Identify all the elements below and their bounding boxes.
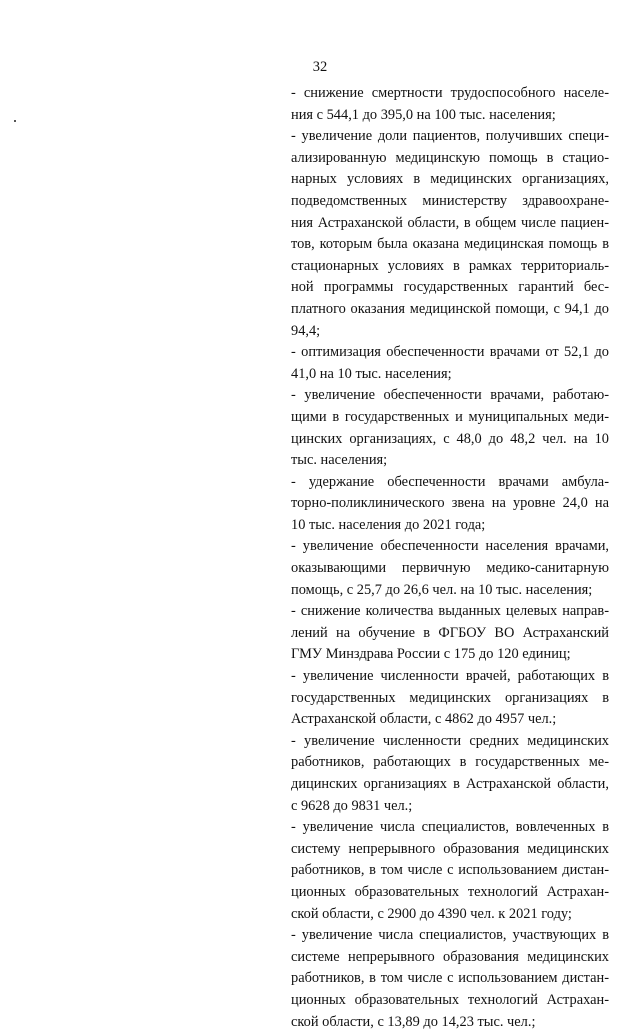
text-line: - удержание обеспеченности врачами амбула- xyxy=(291,473,609,490)
text-line: подведомственных министерству здравоохране- xyxy=(291,192,609,209)
text-line: ния Астраханской области, в общем числе пациен- xyxy=(291,214,609,231)
text-line: ния с 544,1 до 395,0 на 100 тыс. населения; xyxy=(291,106,556,123)
text-line: ской области, с 2900 до 4390 чел. к 2021 году; xyxy=(291,905,572,922)
text-line: цинских организациях, с 48,0 до 48,2 чел. на 10 xyxy=(291,430,609,447)
text-line: щими в государственных и муниципальных меди- xyxy=(291,408,609,425)
text-line: оказывающими первичную медико-санитарную xyxy=(291,560,609,577)
text-line: - увеличение численности средних медицинских xyxy=(291,732,609,749)
text-line: работников, работающих в государственных ме- xyxy=(291,754,609,771)
text-line: тов, которым была оказана медицинская помощь в xyxy=(291,236,609,253)
text-line: нарных условиях в медицинских организациях, xyxy=(291,171,609,188)
text-line: - увеличение числа специалистов, вовлеченных в xyxy=(291,819,609,836)
text-line: ной программы государственных гарантий бес- xyxy=(291,279,609,296)
text-line: работников, в том числе с использованием дистан- xyxy=(291,970,609,987)
text-line: тыс. населения; xyxy=(291,452,388,469)
text-line: 41,0 на 10 тыс. населения; xyxy=(291,365,452,382)
text-line: - увеличение числа специалистов, участвующих в xyxy=(291,927,609,944)
text-line: ГМУ Минздрава России с 175 до 120 единиц; xyxy=(291,646,571,663)
body-text-column xyxy=(291,83,609,1033)
text-line: системе непрерывного образования медицинских xyxy=(291,948,609,965)
text-line: - оптимизация обеспеченности врачами от 52,1 до xyxy=(291,344,609,361)
text-line: работников, в том числе с использованием дистан- xyxy=(291,862,609,879)
text-line: - увеличение обеспеченности населения врачами, xyxy=(291,538,609,555)
text-line: ционных образовательных технологий Астрахан- xyxy=(291,991,609,1008)
text-line: ализированную медицинскую помощь в стацио- xyxy=(291,149,609,166)
text-line: помощь, с 25,7 до 26,6 чел. на 10 тыс. населения; xyxy=(291,581,593,598)
text-line: дицинских организациях в Астраханской области, xyxy=(291,776,609,792)
text-line: - увеличение обеспеченности врачами, работаю- xyxy=(291,387,609,404)
text-line: - снижение количества выданных целевых направ- xyxy=(291,603,609,620)
scan-speck xyxy=(14,120,16,122)
text-line: систему непрерывного образования медицинских xyxy=(291,840,609,857)
text-line: - увеличение численности врачей, работающих в xyxy=(291,668,609,685)
text-line: - снижение смертности трудоспособного населе- xyxy=(291,85,609,101)
text-line: государственных медицинских организациях в xyxy=(291,689,609,706)
text-line: лений на обучение в ФГБОУ ВО Астраханский xyxy=(291,624,609,641)
text-line: торно-поликлинического звена на уровне 24,0 на xyxy=(291,495,609,512)
text-line: стационарных условиях в рамках территориаль- xyxy=(291,257,609,274)
text-line: Астраханской области, с 4862 до 4957 чел.; xyxy=(291,711,557,728)
text-line: платного оказания медицинской помощи, с 94,1 до xyxy=(291,300,609,317)
text-line: ционных образовательных технологий Астрахан- xyxy=(291,883,609,900)
page-number: 32 xyxy=(312,59,328,75)
text-line: - увеличение доли пациентов, получивших специ- xyxy=(291,128,609,145)
text-line: 10 тыс. населения до 2021 года; xyxy=(291,516,486,533)
text-line: с 9628 до 9831 чел.; xyxy=(291,797,413,814)
text-line: 94,4; xyxy=(291,322,321,339)
text-line: ской области, с 13,89 до 14,23 тыс. чел.; xyxy=(291,1013,536,1030)
